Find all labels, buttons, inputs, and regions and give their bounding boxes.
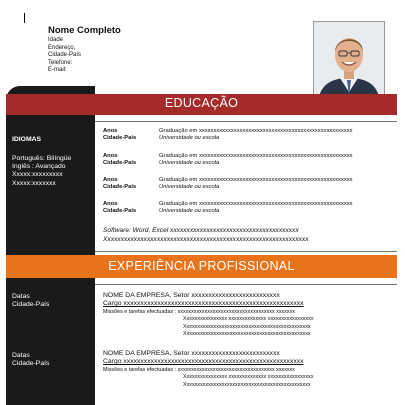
company-name: NOME DA EMPRESA, Setor xxxxxxxxxxxxxxxxxxxxxxxxxx bbox=[103, 350, 280, 357]
experience-side-info bbox=[12, 352, 49, 368]
languages-list bbox=[12, 155, 71, 188]
divider bbox=[95, 251, 397, 252]
job-tasks: Missões e tarefas efectuadas : xxxxxxxxxxxxxxxxxxxxxxxxxxxxxxxxxxxx xxxxxxx bbox=[103, 308, 296, 315]
personal-details bbox=[48, 37, 81, 75]
experience-title: EXPERIÊNCIA PROFISSIONAL bbox=[108, 259, 295, 273]
entry-degree: Graduação em xxxxxxxxxxxxxxxxxxxxxxxxxxxxxxxxxxxxxxxxxxxxxxxxxxxxx bbox=[159, 128, 353, 134]
job-tasks: Missões e tarefas efectuadas : xxxxxxxxxxxxxxxxxxxxxxxxxxxxxxxxxxxx xxxxxxx bbox=[103, 366, 296, 373]
entry-city: Cidade-País bbox=[103, 160, 137, 167]
experience-city: Cidade-País bbox=[12, 301, 50, 309]
profile-photo bbox=[313, 21, 385, 103]
task-line: Xxxxxxxxxxxxxxxxxxxxxxxxxxxxxxxxxxxxxxxxxxxxxxx bbox=[183, 323, 311, 330]
job-role: Cargo xxxxxxxxxxxxxxxxxxxxxxxxxxxxxxxxxxxxxxxxxxxxxxxxxxxxx bbox=[103, 358, 304, 366]
detail-city: Cidade-País bbox=[48, 52, 82, 59]
software-line: Xxxxxxxxxxxxxxxxxxxxxxxxxxxxxxxxxxxxxxxxxxxxxxxxxxxxxxxxxxxxxx bbox=[103, 236, 309, 243]
experience-entry bbox=[103, 292, 397, 338]
software-line: Software: Word, Excel xxxxxxxxxxxxxxxxxxxxxxxxxxxxxxxxxxxxxxx bbox=[103, 227, 299, 234]
detail-age: Idade bbox=[48, 37, 64, 43]
job-role: Cargo xxxxxxxxxxxxxxxxxxxxxxxxxxxxxxxxxxxxxxxxxxxxxxxxxxxxx bbox=[103, 300, 304, 308]
education-title: EDUCAÇÃO bbox=[164, 96, 239, 110]
entry-city: Cidade-País bbox=[103, 184, 137, 191]
experience-side-info bbox=[12, 293, 49, 309]
education-entry bbox=[103, 128, 393, 142]
entry-city: Cidade-País bbox=[103, 208, 137, 215]
full-name: Nome Completo bbox=[48, 25, 121, 36]
entry-city: Cidade-País bbox=[103, 135, 137, 142]
education-entry bbox=[103, 153, 393, 167]
task-line: Xxxxxxxxxxxxxxxxxxxxxxxxxxxxxxxxxxxxxxxxxxxxxxx bbox=[183, 381, 311, 388]
text-cursor bbox=[24, 13, 25, 23]
detail-address: Endereço, bbox=[48, 44, 76, 51]
detail-email: E-mail: bbox=[48, 67, 67, 74]
experience-dates: Datas bbox=[12, 293, 30, 300]
entry-degree: Graduação em xxxxxxxxxxxxxxxxxxxxxxxxxxxxxxxxxxxxxxxxxxxxxxxxxxxxx bbox=[159, 201, 353, 207]
language-line: Inglês : Avançado bbox=[12, 163, 66, 171]
task-line: Xxxxxxxxxxxxxxxxxxxxxxxxxxxxxxxxxxxxxxxxxxxxxxx bbox=[183, 331, 311, 338]
experience-entry bbox=[103, 350, 397, 389]
experience-dates: Datas bbox=[12, 352, 30, 359]
language-line: Português: Bilíngüe bbox=[12, 155, 72, 162]
language-line: Xxxxx:xxxxxxx bbox=[12, 179, 56, 187]
entry-degree: Graduação em xxxxxxxxxxxxxxxxxxxxxxxxxxxxxxxxxxxxxxxxxxxxxxxxxxxxx bbox=[159, 177, 353, 183]
software-skills bbox=[103, 226, 393, 244]
entry-years: Anos bbox=[103, 128, 118, 134]
detail-phone: Telefone: bbox=[48, 59, 73, 66]
entry-years: Anos bbox=[103, 177, 118, 183]
person-portrait-icon bbox=[314, 22, 384, 102]
entry-years: Anos bbox=[103, 153, 118, 159]
task-line: Xxxxxxxxxxxxxxxx xxxxxxxxxxxxxx xxxxxxxxxxxxxxxxx bbox=[183, 316, 314, 323]
entry-degree: Graduação em xxxxxxxxxxxxxxxxxxxxxxxxxxxxxxxxxxxxxxxxxxxxxxxxxxxxx bbox=[159, 153, 353, 159]
task-line: Xxxxxxxxxxxxxxxx xxxxxxxxxxxxxx xxxxxxxxxxxxxxxxx bbox=[183, 374, 314, 381]
education-entry bbox=[103, 201, 393, 215]
entry-years: Anos bbox=[103, 201, 118, 207]
language-line: Xxxxx:xxxxxxxxx bbox=[12, 171, 63, 179]
experience-city: Cidade-País bbox=[12, 360, 50, 368]
entry-school: Universidade ou escola bbox=[159, 160, 220, 167]
languages-title: IDIOMAS bbox=[12, 136, 42, 143]
entry-school: Universidade ou escola bbox=[159, 208, 220, 215]
divider bbox=[95, 121, 397, 122]
divider bbox=[95, 284, 397, 285]
entry-school: Universidade ou escola bbox=[159, 184, 220, 191]
entry-school: Universidade ou escola bbox=[159, 135, 220, 142]
education-entry bbox=[103, 177, 393, 191]
company-name: NOME DA EMPRESA, Setor xxxxxxxxxxxxxxxxxxxxxxxxxx bbox=[103, 292, 280, 299]
